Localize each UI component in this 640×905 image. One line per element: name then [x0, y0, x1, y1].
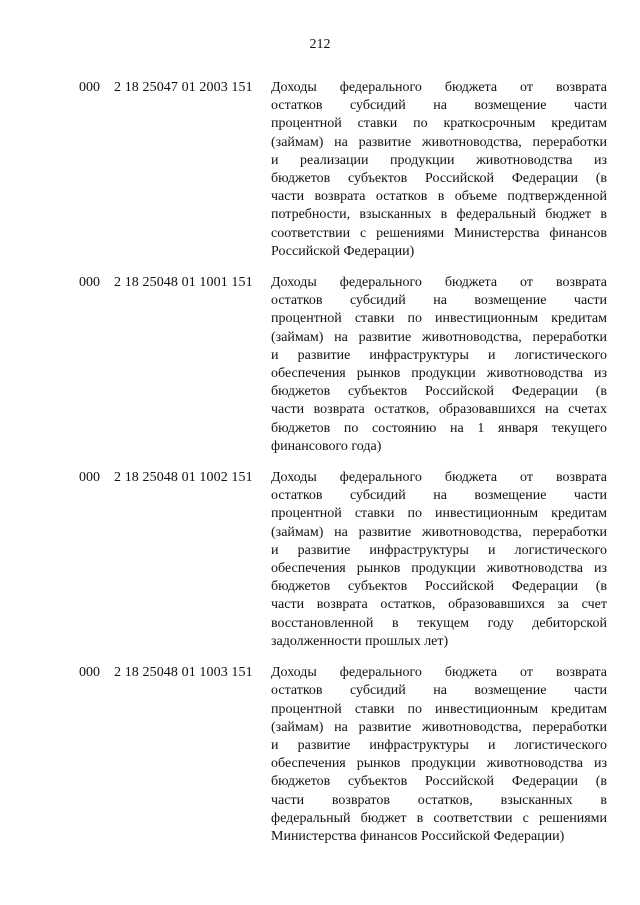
- description-line: части возврата остатков, образовавшихся на счетах: [271, 402, 607, 418]
- admin-code: 000: [79, 665, 100, 681]
- description-line: части возвратов остатков, взысканных в: [271, 792, 607, 808]
- page-number: 212: [309, 37, 331, 52]
- description-line: бюджетов по состоянию на 1 января текущего: [271, 420, 607, 436]
- description-line: и развитие инфраструктуры и логистического: [271, 737, 607, 753]
- income-description: [271, 469, 607, 651]
- description-line: остатков субсидий на возмещение части: [271, 683, 607, 699]
- description-line: Российской Федерации): [271, 243, 415, 259]
- description-line: соответствии с решениями Министерства финансов: [271, 225, 607, 241]
- description-line: процентной ставки по краткосрочным кредитам: [271, 116, 607, 132]
- description-line: восстановленной в текущем году дебиторской: [271, 615, 607, 631]
- description-line: бюджетов субъектов Российской Федерации (в: [271, 384, 607, 400]
- description-line: Доходы федерального бюджета от возврата: [271, 665, 607, 681]
- description-line: (займам) на развитие животноводства, переработки: [271, 524, 607, 540]
- description-line: финансового года): [271, 438, 382, 454]
- description-line: бюджетов субъектов Российской Федерации (в: [271, 579, 607, 595]
- table-row: [0, 469, 640, 651]
- description-line: Доходы федерального бюджета от возврата: [271, 470, 607, 486]
- budget-classification-code: 2 18 25047 01 2003 151: [114, 80, 253, 95]
- table-row: [0, 79, 640, 261]
- description-line: процентной ставки по инвестиционным кредитам: [271, 701, 607, 717]
- budget-code-table: [0, 79, 640, 859]
- description-line: остатков субсидий на возмещение части: [271, 293, 607, 309]
- budget-classification-code: 2 18 25048 01 1001 151: [114, 275, 253, 291]
- table-row: [0, 664, 640, 846]
- description-line: обеспечения рынков продукции животноводства из: [271, 561, 607, 577]
- income-description: [271, 664, 607, 846]
- budget-classification-code: 2 18 25048 01 1002 151: [114, 470, 253, 486]
- description-line: части возврата остатков, образовавшихся за счет: [271, 597, 607, 613]
- description-line: части возврата остатков в объеме подтвержденной: [271, 189, 607, 205]
- description-line: задолженности прошлых лет): [271, 633, 449, 649]
- description-line: обеспечения рынков продукции животноводства из: [271, 756, 607, 772]
- description-line: процентной ставки по инвестиционным кредитам: [271, 311, 607, 327]
- description-line: и реализации продукции животноводства из: [271, 152, 607, 168]
- admin-code: 000: [79, 470, 100, 486]
- description-line: и развитие инфраструктуры и логистического: [271, 542, 607, 558]
- description-line: федеральный бюджет в соответствии с решениями: [271, 810, 607, 826]
- description-line: Доходы федерального бюджета от возврата: [271, 80, 607, 95]
- admin-code: 000: [79, 80, 100, 95]
- description-line: и развитие инфраструктуры и логистического: [271, 347, 607, 363]
- description-line: остатков субсидий на возмещение части: [271, 488, 607, 504]
- description-line: (займам) на развитие животноводства, переработки: [271, 134, 607, 150]
- description-line: бюджетов субъектов Российской Федерации (в: [271, 171, 607, 187]
- description-line: Доходы федерального бюджета от возврата: [271, 275, 607, 291]
- description-line: (займам) на развитие животноводства, переработки: [271, 329, 607, 345]
- admin-code: 000: [79, 275, 100, 291]
- description-line: остатков субсидий на возмещение части: [271, 98, 607, 114]
- description-line: (займам) на развитие животноводства, переработки: [271, 719, 607, 735]
- description-line: бюджетов субъектов Российской Федерации (в: [271, 774, 607, 790]
- table-row: [0, 274, 640, 456]
- budget-classification-code: 2 18 25048 01 1003 151: [114, 665, 253, 681]
- description-line: обеспечения рынков продукции животноводства из: [271, 366, 607, 382]
- income-description: [271, 274, 607, 456]
- income-description: [271, 79, 607, 261]
- description-line: потребности, взысканных в федеральный бюджет в: [271, 207, 607, 223]
- description-line: процентной ставки по инвестиционным кредитам: [271, 506, 607, 522]
- description-line: Министерства финансов Российской Федерации): [271, 828, 565, 844]
